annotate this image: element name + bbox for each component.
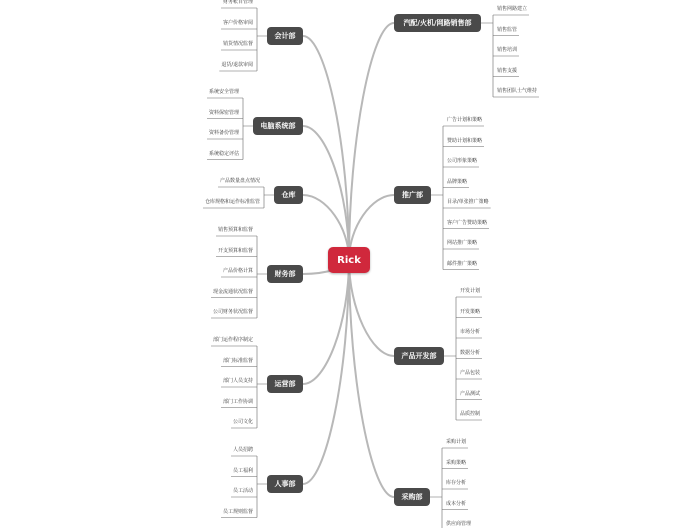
- leaf-caigou-0[interactable]: 采购计划: [446, 439, 467, 445]
- leaf-kuaiji-2[interactable]: 销货情况监督: [222, 41, 253, 47]
- branch-tuiguang[interactable]: 推广部: [394, 186, 431, 204]
- leaf-qipei-4[interactable]: 销售团队士气维持: [497, 88, 538, 94]
- leaf-caigou-4[interactable]: 供应商管理: [446, 521, 472, 527]
- branch-yunying[interactable]: 运营部: [267, 375, 303, 393]
- leaf-tuiguang-4[interactable]: 目录/单张推广策略: [447, 199, 489, 205]
- branch-caigou[interactable]: 采购部: [394, 488, 430, 506]
- branch-qipei[interactable]: 汽配/火机/网路销售部: [394, 14, 481, 32]
- leaf-cangku-1[interactable]: 仓库规格和运作标准监管: [204, 199, 260, 205]
- leaf-tuiguang-2[interactable]: 公司形象策略: [447, 158, 478, 164]
- leaf-tuiguang-0[interactable]: 广告计划和策略: [447, 117, 483, 123]
- leaf-caigou-1[interactable]: 采购策略: [446, 459, 467, 466]
- leaf-renshi-1[interactable]: 员工福利: [232, 467, 253, 474]
- leaf-chanpin-3[interactable]: 数据分析: [460, 349, 481, 356]
- leaf-tuiguang-3[interactable]: 品牌策略: [447, 178, 468, 185]
- leaf-chanpin-4[interactable]: 产品包装: [460, 370, 481, 376]
- branch-diannao[interactable]: 电脑系统部: [253, 117, 303, 135]
- branch-chanpin[interactable]: 产品开发部: [394, 347, 444, 365]
- leaf-diannao-3[interactable]: 系统稳定评估: [208, 150, 239, 157]
- root-node[interactable]: Rick: [328, 247, 370, 273]
- leaf-qipei-2[interactable]: 销售培训: [497, 47, 518, 53]
- leaf-chanpin-0[interactable]: 开发计划: [460, 288, 481, 294]
- leaf-yunying-2[interactable]: 部门人员支持: [222, 378, 253, 384]
- leaf-kuaiji-1[interactable]: 客户价格审阅: [222, 20, 253, 26]
- leaf-caiwu-4[interactable]: 公司财务状况监督: [212, 309, 253, 315]
- leaf-caiwu-3[interactable]: 现金流通状况监督: [212, 288, 253, 295]
- link-root-chanpin: [349, 260, 394, 356]
- leaf-tuiguang-6[interactable]: 网站推广策略: [447, 240, 478, 246]
- leaf-caiwu-2[interactable]: 产品价格计算: [222, 268, 253, 274]
- leaf-diannao-2[interactable]: 资料备份管理: [208, 130, 239, 136]
- leaf-cangku-0[interactable]: 产品数量盘点情况: [219, 178, 260, 184]
- leaf-yunying-1[interactable]: 部门标准监督: [222, 357, 253, 364]
- leaf-tuiguang-5[interactable]: 客户广告赞助策略: [447, 219, 488, 226]
- branch-kuaiji[interactable]: 会计部: [267, 27, 303, 45]
- leaf-qipei-0[interactable]: 销售网路建立: [497, 6, 528, 12]
- leaf-qipei-1[interactable]: 销售监管: [497, 26, 518, 33]
- leaf-renshi-3[interactable]: 员工规则监督: [222, 508, 253, 515]
- leaf-chanpin-2[interactable]: 市场分析: [460, 329, 481, 335]
- leaf-tuiguang-1[interactable]: 赞助计划和策略: [447, 137, 483, 144]
- leaf-yunying-0[interactable]: 部门运作程序制定: [212, 337, 253, 343]
- link-root-caigou: [349, 260, 394, 497]
- leaf-kuaiji-0[interactable]: 财务帐目管理: [222, 0, 253, 5]
- link-root-renshi: [303, 260, 349, 484]
- leaf-chanpin-6[interactable]: 品质控制: [460, 411, 481, 417]
- leaf-renshi-2[interactable]: 员工活动: [232, 488, 253, 494]
- leaf-diannao-1[interactable]: 资料保密管理: [208, 109, 239, 116]
- leaf-yunying-3[interactable]: 部门工作协调: [222, 398, 253, 405]
- leaf-caiwu-1[interactable]: 开支预算和监督: [217, 247, 253, 254]
- leaf-chanpin-1[interactable]: 开发策略: [460, 308, 481, 315]
- branch-cangku[interactable]: 仓库: [274, 186, 303, 204]
- branch-caiwu[interactable]: 财务部: [267, 265, 303, 283]
- leaf-qipei-3[interactable]: 销售支援: [497, 67, 518, 74]
- leaf-kuaiji-3[interactable]: 退货/退款审阅: [221, 62, 253, 68]
- leaf-yunying-4[interactable]: 公司文化: [232, 419, 253, 425]
- leaf-tuiguang-7[interactable]: 邮件推广策略: [447, 260, 478, 267]
- branch-renshi[interactable]: 人事部: [267, 475, 303, 493]
- leaf-renshi-0[interactable]: 人员招聘: [232, 447, 253, 453]
- leaf-diannao-0[interactable]: 系统安全管理: [208, 89, 239, 95]
- leaf-caigou-3[interactable]: 成本分析: [446, 500, 467, 507]
- leaf-caigou-2[interactable]: 库存分析: [446, 480, 467, 486]
- leaf-chanpin-5[interactable]: 产品测试: [460, 390, 481, 397]
- link-root-qipei: [349, 23, 394, 260]
- leaf-caiwu-0[interactable]: 销售预算和监督: [217, 227, 253, 233]
